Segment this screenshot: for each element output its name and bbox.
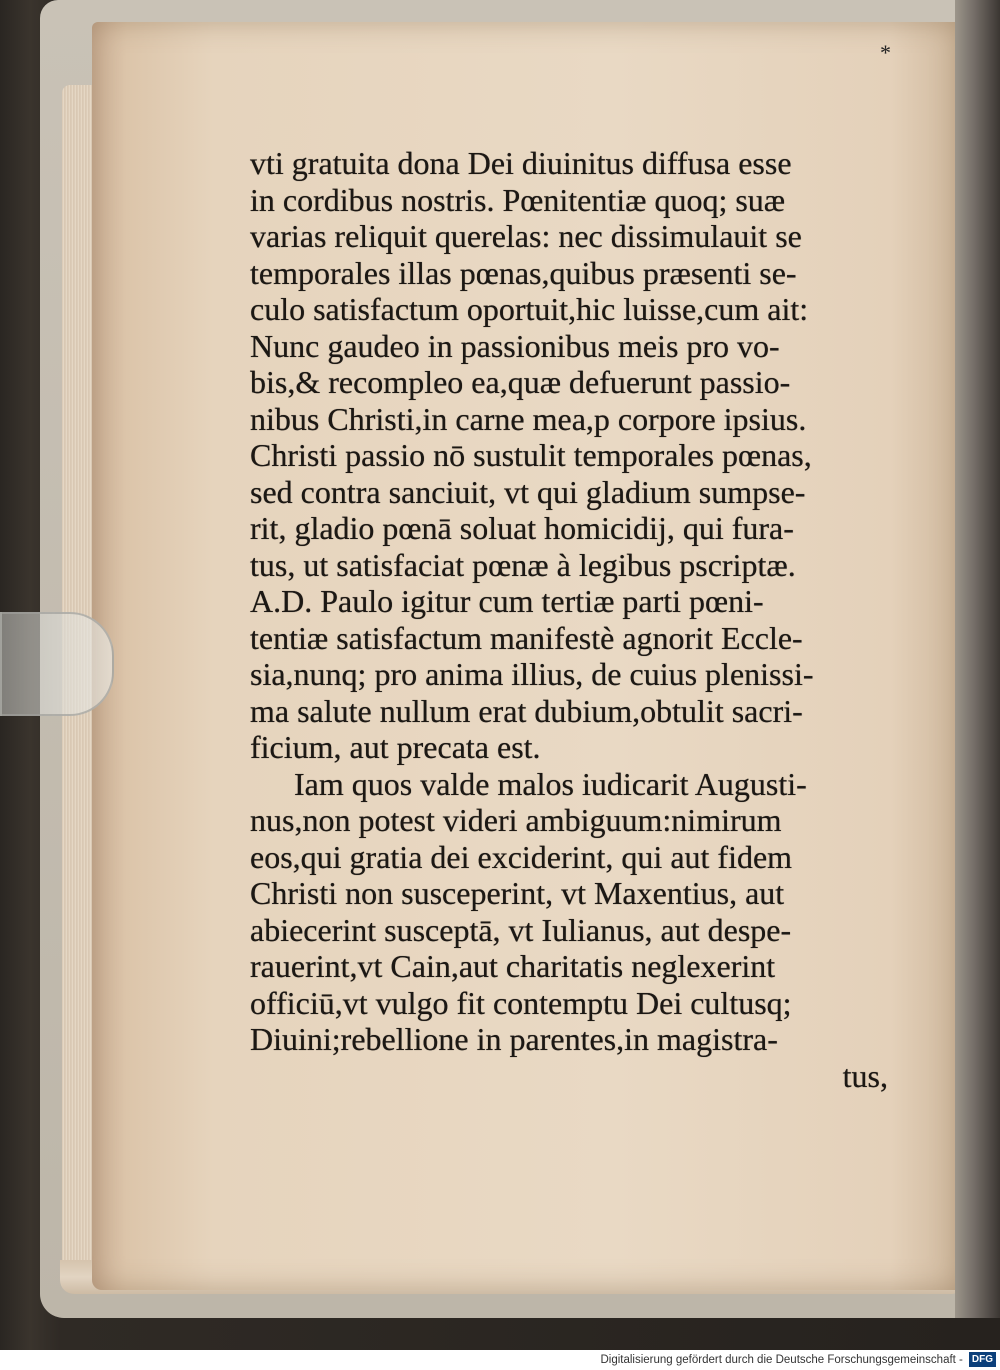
digitization-footer bbox=[0, 1350, 1000, 1370]
text-line: sia,nunq; pro anima illius, de cuius plenissi- bbox=[250, 656, 814, 692]
catchword: tus, bbox=[842, 1057, 888, 1094]
text-line: temporales illas pœnas,quibus præsenti se- bbox=[250, 254, 797, 291]
book-spine bbox=[955, 0, 1000, 1318]
text-line: nus,non potest videri ambiguum:nimirum bbox=[250, 802, 782, 838]
text-line: varias reliquit querelas: nec dissimulauit se bbox=[250, 218, 802, 254]
text-line: officiū,vt vulgo fit contemptu Dei cultusq; bbox=[250, 984, 792, 1021]
text-line: culo satisfactum oportuit,hic luisse,cum ait: bbox=[250, 291, 809, 327]
text-line: Nunc gaudeo in passionibus meis pro vo- bbox=[250, 327, 780, 364]
text-line: rit, gladio pœnā soluat homicidij, qui fura- bbox=[250, 510, 794, 546]
folio-mark: * bbox=[880, 40, 891, 65]
page-text-block bbox=[250, 145, 910, 1094]
footer-credit-text: Digitalisierung gefördert durch die Deutsche Forschungsgemeinschaft - bbox=[600, 1354, 963, 1366]
text-line: ma salute nullum erat dubium,obtulit sacri- bbox=[250, 692, 803, 729]
text-line: tentiæ satisfactum manifestè agnorit Eccle- bbox=[250, 619, 803, 656]
text-line: abiecerint susceptā, vt Iulianus, aut despe- bbox=[250, 911, 792, 948]
text-line: nibus Christi,in carne mea,p corpore ipsius. bbox=[250, 400, 807, 437]
text-line: tus, ut satisfaciat pœnæ à legibus pscriptæ. bbox=[250, 546, 796, 583]
plastic-page-clip bbox=[0, 612, 114, 716]
text-line: sed contra sanciuit, vt qui gladium sumpse- bbox=[250, 473, 806, 510]
text-line: Diuini;rebellione in parentes,in magistra- bbox=[250, 1021, 778, 1057]
paragraph-start-line: Iam quos valde malos iudicarit Augusti- bbox=[294, 765, 807, 802]
text-line: ficium, aut precata est. bbox=[250, 729, 541, 765]
text-line: eos,qui gratia dei exciderint, qui aut fidem bbox=[250, 838, 793, 875]
text-line: bis,& recompleo ea,quæ defuerunt passio- bbox=[250, 364, 791, 400]
text-line: Christi passio nō sustulit temporales pœnas, bbox=[250, 437, 812, 473]
text-line: A.D. Paulo igitur cum tertiæ parti pœni- bbox=[250, 583, 764, 619]
text-line: rauerint,vt Cain,aut charitatis neglexerint bbox=[250, 948, 776, 984]
text-line: vti gratuita dona Dei diuinitus diffusa esse bbox=[250, 145, 792, 181]
text-line: in cordibus nostris. Pœnitentiæ quoq; suæ bbox=[250, 181, 786, 218]
text-line: Christi non susceperint, vt Maxentius, aut bbox=[250, 875, 785, 911]
dfg-logo-icon: DFG bbox=[969, 1352, 996, 1367]
